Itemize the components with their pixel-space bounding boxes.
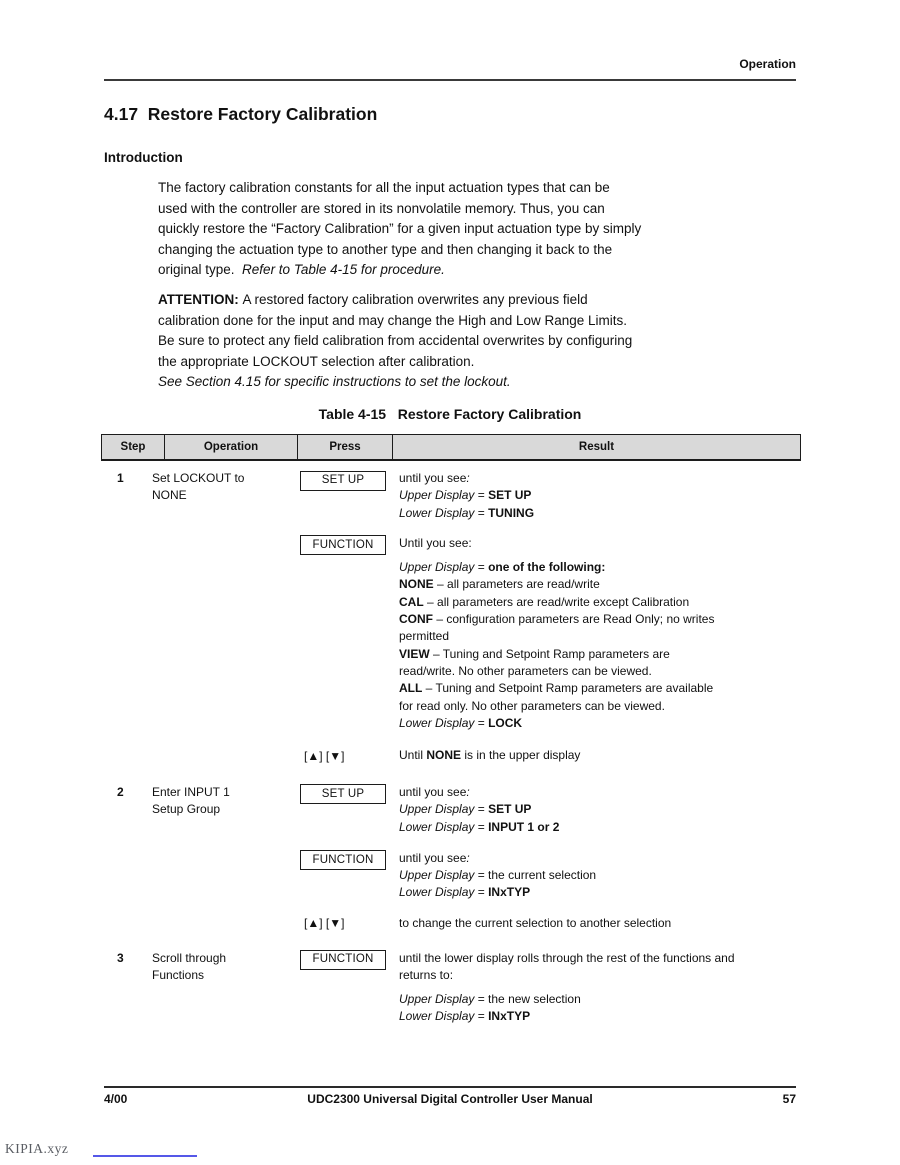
footer-manual-title: UDC2300 Universal Digital Controller User Manual: [307, 1092, 593, 1106]
column-header-operation: Operation: [165, 435, 298, 459]
press-cell: [300, 747, 399, 765]
press-cell: [300, 950, 399, 971]
result-text: until you see: Upper Display = SET UP Lower Display = INPUT 1 or 2: [399, 784, 560, 834]
table-body: [101, 470, 861, 1026]
press-cell: [300, 784, 399, 805]
step-number: 1: [117, 471, 124, 485]
press-cell: [300, 470, 399, 491]
header-rule: [104, 79, 796, 81]
table-row-step1-function: [101, 535, 861, 732]
function-key-button: FUNCTION: [300, 850, 386, 870]
press-cell: [300, 535, 399, 556]
table-row-step2-function: [101, 850, 861, 902]
watermark-text: KIPIA.xyz: [5, 1141, 69, 1156]
column-header-step: Step: [102, 435, 165, 459]
table-row-step3-function: [101, 950, 861, 1026]
footer: [104, 1092, 796, 1106]
column-header-press: Press: [298, 435, 393, 459]
function-key-button: FUNCTION: [300, 950, 386, 970]
link-underline[interactable]: [93, 1155, 197, 1157]
result-text: to change the current selection to another selection: [399, 915, 672, 930]
table-row-step2-arrows: [101, 915, 861, 933]
result-text: Until NONE is in the upper display: [399, 748, 581, 763]
footer-page-number: 57: [782, 1092, 796, 1106]
function-key-button: FUNCTION: [300, 535, 386, 555]
step-number: 2: [117, 784, 124, 799]
up-down-arrow-keys-icon: [▲] [▼]: [304, 748, 345, 763]
intro-heading: Introduction: [104, 150, 183, 165]
intro-paragraph: The factory calibration constants for all the input actuation types that can be used with the controller are stored in its nonvolatile memory. Thus, you can quickly restore the “Factory Calibration” for a given input actuation type by simply changing the actuation type to another type and then changing it back to the original type. Refer to Table 4-15 for procedure.: [158, 180, 642, 278]
setup-key-button: SET UP: [300, 784, 386, 804]
running-header-title: Operation: [739, 57, 796, 71]
operation-text: Scroll through Functions: [152, 950, 227, 982]
result-text: until the lower display rolls through the rest of the functions and returns to: Upper Display = the new selection Lower Display = INxTYP: [399, 950, 735, 1024]
press-cell: [300, 915, 399, 933]
column-header-result: Result: [578, 441, 615, 453]
result-text: Until you see: Upper Display = one of the following: NONE – all parameters are read/write CAL – all parameters are read/write except Calibration CONF – configuration parameters are Read Only; no writes permitted VIEW – Tuning and Setpoint Ramp parameters are read/write. No other parameters can be viewed. ALL – Tuning and Setpoint Ramp parameters are available for read only. No other parameters can be viewed. Lower Display = LOCK: [399, 535, 715, 730]
attention-paragraph: ATTENTION: A restored factory calibration overwrites any previous field calibration done for the input and may change the High and Low Range Limits. Be sure to protect any field calibration from accidental overwrites by configuring the appropriate LOCKOUT selection after calibration. See Section 4.15 for specific instructions to set the lockout.: [158, 292, 633, 390]
section-title: 4.17 Restore Factory Calibration: [104, 104, 378, 124]
result-text: until you see: Upper Display = SET UP Lower Display = TUNING: [399, 471, 535, 520]
result-text: until you see: Upper Display = the current selection Lower Display = INxTYP: [399, 850, 597, 900]
footer-date: 4/00: [104, 1092, 128, 1106]
table-row-step1-setup: [101, 470, 861, 522]
press-cell: [300, 850, 399, 871]
up-down-arrow-keys-icon: [▲] [▼]: [304, 916, 345, 931]
step-number: 3: [117, 950, 124, 965]
operation-text: Set LOCKOUT to NONE: [152, 471, 245, 503]
table-title: Table 4-15 Restore Factory Calibration: [318, 406, 582, 422]
setup-key-button: SET UP: [300, 471, 386, 491]
operation-text: Enter INPUT 1 Setup Group: [152, 784, 230, 817]
table-header-row: [101, 434, 801, 461]
footer-rule: [104, 1086, 796, 1088]
table-row-step1-arrows: [101, 747, 861, 765]
table-row-step2-setup: [101, 784, 861, 836]
